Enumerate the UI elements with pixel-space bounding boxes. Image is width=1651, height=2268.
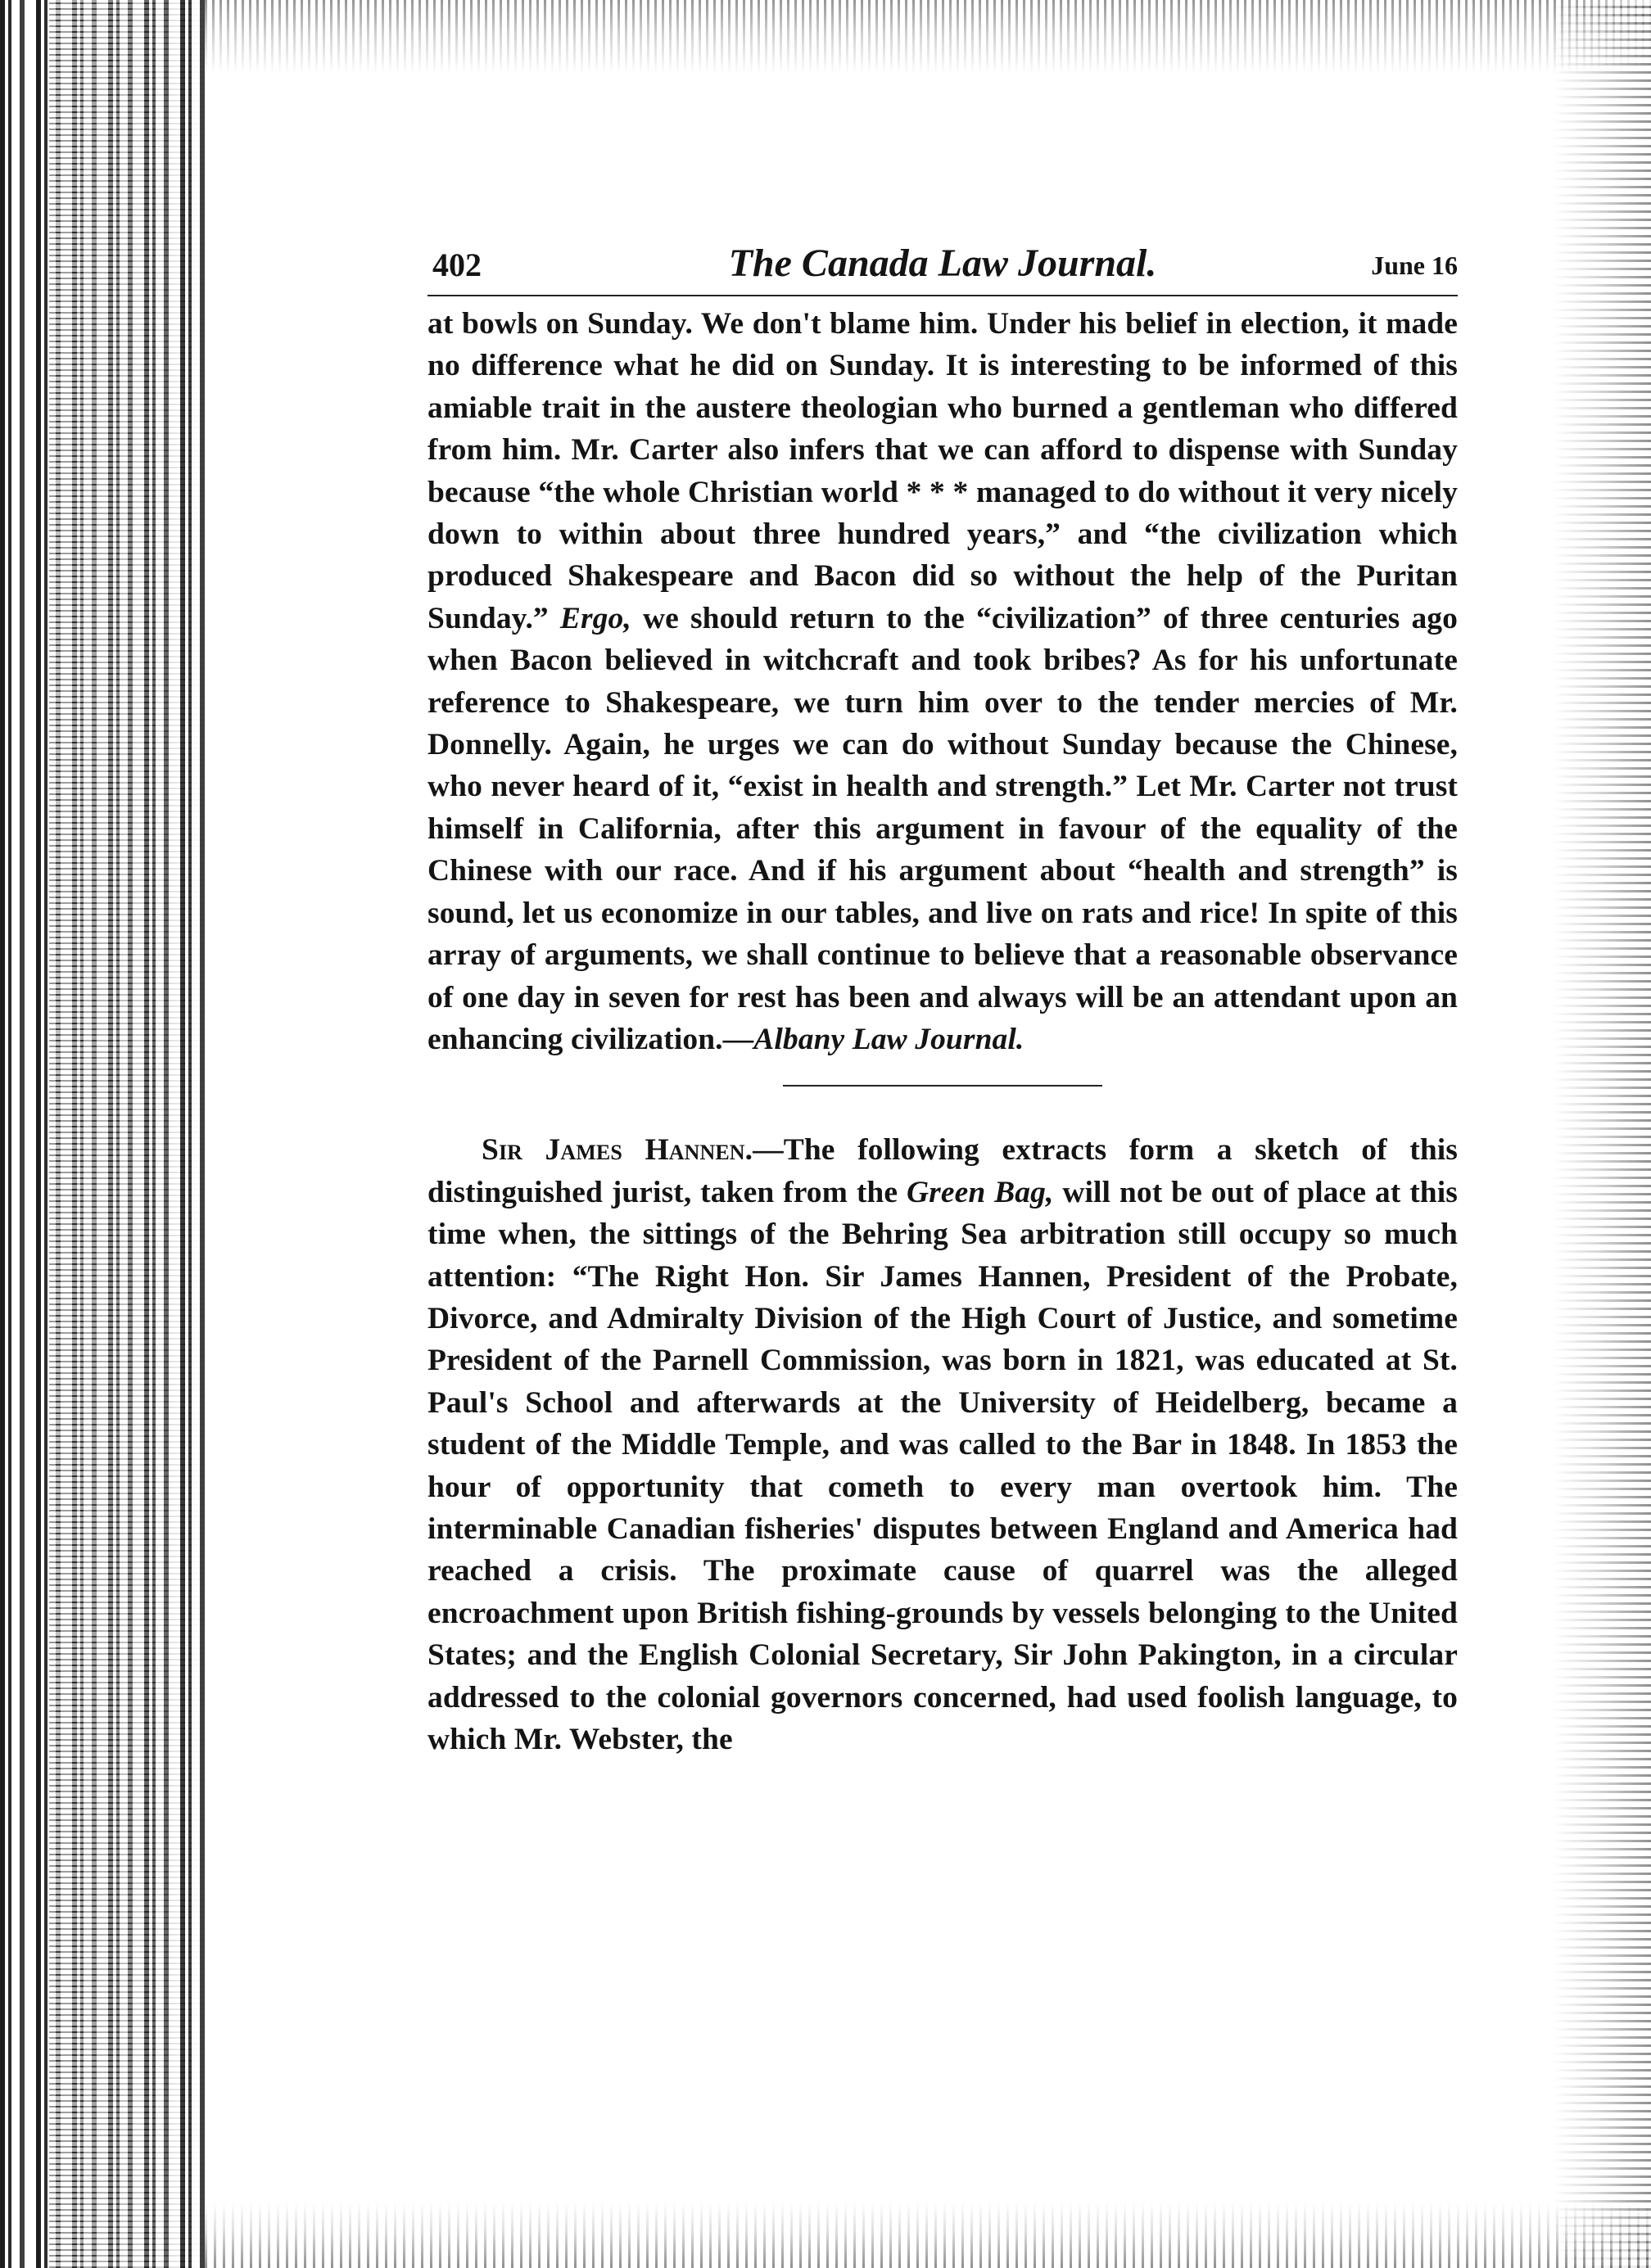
scan-border-right	[1553, 0, 1651, 2268]
source-citation: Green Bag,	[906, 1175, 1054, 1209]
section-divider	[783, 1085, 1102, 1087]
scan-border-bottom	[205, 2202, 1651, 2268]
paragraph-hannen	[427, 1129, 1458, 1760]
ergo-italic: Ergo,	[559, 601, 631, 635]
paragraph-sunday	[427, 303, 1458, 1060]
page-number: 402	[432, 246, 482, 283]
paragraph-text-continued: we should return to the “civilization” of three centuries ago when Bacon believed in witchcraft and took bribes? As for his unfortunate reference to Shakespeare, we turn him over to the tender mercies of Mr. Donnelly. Again, he urges we can do without Sunday because the Chinese, who never heard of it, “exist in health and strength.” Let Mr. Carter not trust himself in California, after this argument in favour of the equality of the Chinese with our race. And if his argument about “health and strength” is sound, let us economize in our tables, and live on rats and rice! In spite of this array of arguments, we shall continue to believe that a reasonable observance of one day in seven for rest has been and always will be an attendant upon an enhancing civilization.—	[427, 601, 1458, 1056]
scan-border-top	[205, 0, 1651, 74]
scan-border-left-texture	[49, 0, 205, 2268]
paragraph-text: at bowls on Sunday. We don't blame him. Under his belief in election, it made no difference what he did on Sunday. It is interesting to be informed of this amiable trait in the austere theologian who burned a gentleman who differed from him. Mr. Carter also infers that we can afford to dispense with Sunday because “the whole Christian world * * * managed to do without it very nicely down to within about three hundred years,” and “the civilization which produced Shakespeare and Bacon did so without the help of the Puritan Sunday.”	[427, 307, 1458, 635]
journal-title: The Canada Law Journal.	[728, 242, 1157, 285]
running-head	[427, 242, 1458, 296]
issue-date: June 16	[1371, 251, 1458, 280]
source-citation: Albany Law Journal.	[753, 1022, 1025, 1056]
journal-page	[427, 242, 1458, 1760]
paragraph-text: —The following extracts form a sketch of this distinguished jurist, taken from the	[427, 1133, 1458, 1209]
paragraph-text-continued: will not be out of place at this time when, the sittings of the Behring Sea arbitration still occupy so much attention: “The Right Hon. Sir James Hannen, President of the Probate, Divorce, and Admiralty Division of the High Court of Justice, and sometime President of the Parnell Commission, was born in 1821, was educated at St. Paul's School and afterwards at the University of Heidelberg, became a student of the Middle Temple, and was called to the Bar in 1848. In 1853 the hour of opportunity that cometh to every man overtook him. The interminable Canadian fisheries' disputes between England and America had reached a crisis. The proximate cause of quarrel was the alleged encroachment upon British fishing-grounds by vessels belonging to the United States; and the English Colonial Secretary, Sir John Pakington, in a circular addressed to the colonial governors concerned, had used foolish language, to which Mr. Webster, the	[427, 1175, 1458, 1756]
section-lead: Sir James Hannen.	[482, 1133, 753, 1168]
article-body	[427, 303, 1458, 1760]
